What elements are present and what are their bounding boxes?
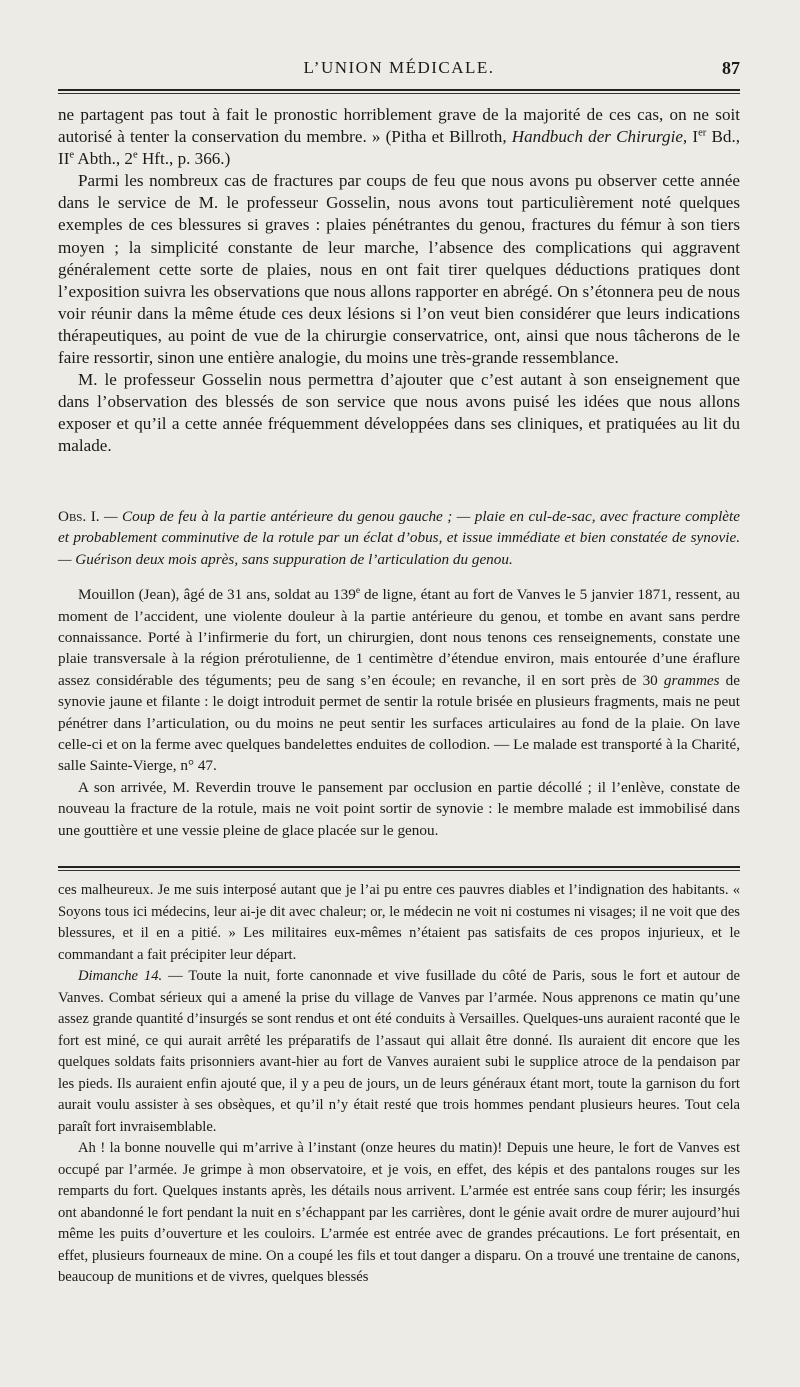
- book-title: Handbuch der Chirurgie,: [511, 127, 688, 147]
- feuilleton-date: Dimanche 14.: [78, 968, 163, 984]
- observation-section: [58, 506, 740, 841]
- observation-title: — Coup de feu à la partie antérieure du genou gauche ; — plaie en cul-de-sac, avec fracture complète et probablement comminutive de la rotule par un éclat d’obus, et issue immédiate et bien constatée de synovie. — Guérison deux mois après, sans suppuration de l’articulation du genou.: [58, 508, 740, 568]
- intro-paragraph-1: ne partagent pas tout à fait le pronostic horriblement grave de la majorité de ces cas, on ne soit autorisé à tenter la conservation du membre. » (Pitha et Billroth, Handbuch der Chirurgie, Ier Bd., IIe Abth., 2e Hft., p. 366.): [58, 105, 740, 169]
- observation-heading: [58, 506, 740, 570]
- article-intro: [58, 104, 740, 458]
- feuilleton-paragraph-1: ces malheureux. Je me suis interposé autant que je l’ai pu entre ces pauvres diables et l’indignation des habitants. « Soyons tous ici médecins, leur ai-je dit avec chaleur; or, le médecin ne voit ni costumes ni visages; il ne voit que des blessures, et il en a pitié. » Les militaires eux-mêmes n’étaient pas satisfaits de ces propos injurieux, et le commandant a fait précipiter leur départ.: [58, 882, 740, 963]
- page-header: [58, 58, 740, 84]
- header-rule: [58, 89, 740, 91]
- observation-paragraph-2: A son arrivée, M. Reverdin trouve le pansement par occlusion en partie décollé ; il l’enlève, constate de nouveau la fracture de la rotule, mais ne voit point sortir de synovie : le membre malade est immobilisé dans une gouttière et une vessie pleine de glace placée sur le genou.: [58, 778, 740, 839]
- feuilleton-paragraph-2: Dimanche 14. — Toute la nuit, forte canonnade et vive fusillade du côté de Paris, sous le fort et autour de Vanves. Combat sérieux qui a amené la prise du village de Vanves par l’armée. Nous apprenons ce matin qu’une assez grande quantité d’insurgés se sont rendus et ont été conduits à Versailles. Quelques-uns auraient raconté que le fort est miné, ce qui aurait arrêté les préparatifs de l’assaut qui allait être donné. Ils auraient dit encore que les quelques soldats faits prisonniers avant-hier au fort de Vanves auraient subi le supplice atroce de la pendaison par les pieds. Ils auraient enfin ajouté que, il y a peu de jours, un de leurs généraux étant mort, toute la garnison du fort aurait voulu assister à ses obsèques, et qu’il n’y était resté que trois hommes pendant plusieurs heures. Tout cela paraît fort invraisemblable.: [58, 968, 741, 1135]
- running-title: L’UNION MÉDICALE.: [303, 58, 495, 77]
- observation-paragraph-1: Mouillon (Jean), âgé de 31 ans, soldat au 139e de ligne, étant au fort de Vanves le 5 janvier 1871, ressent, au moment de l’accident, une violente douleur à la partie antérieure du genou, et tombe en avant sans perdre connaissance. Porté à l’infirmerie du fort, un chirurgien, dont nous tenons ces renseignements, constate une plaie transversale à la région prérotulienne, de 1 centimètre d’étendue environ, mais entourée d’une éraflure assez considérable des téguments; peu de sang s’en écoule; en revanche, il en sort près de 30 grammes de synovie jaune et filante : le doigt introduit permet de sentir la rotule brisée en plusieurs fragments, mais ne peut pénétrer dans l’articulation, ou du moins ne peut sentir les surfaces articulaires au fond de la plaie. On lave celle-ci et on la ferme avec quelques bandelettes enduites de collodion. — Le malade est transporté à la Charité, salle Sainte-Vierge, n° 47.: [58, 586, 740, 775]
- header-rule-thin: [58, 93, 740, 94]
- feuilleton-paragraph-3: Ah ! la bonne nouvelle qui m’arrive à l’instant (onze heures du matin)! Depuis une heure, le fort de Vanves est occupé par l’armée. Je grimpe à mon observatoire, et je vois, en effet, des képis et des pantalons rouges sur les remparts du fort. Quelques instants après, les détails nous arrivent. L’armée est entrée sans coup férir; les insurgés ont abandonné le fort pendant la nuit en s’échappant par les carrières, dont le génie avait ordre de murer aujourd’hui même les puits d’ouverture et les couloirs. L’armée est entrée avec de grandes précautions. Le fort présentait, en effet, plusieurs fourneaux de mine. On a coupé les fils et tout danger a disparu. On a trouvé une trentaine de canons, beaucoup de munitions et de vivres, quelques blessés: [58, 1140, 740, 1285]
- feuilleton-section: [58, 880, 740, 1289]
- intro-paragraph-3: M. le professeur Gosselin nous permettra d’ajouter que c’est autant à son enseignement que dans l’observation des blessés de son service que nous avons puisé les idées que nous allons exposer et qu’il a cette année fréquemment développées dans ses cliniques, et pratiquées au lit du malade.: [58, 370, 740, 456]
- intro-paragraph-2: Parmi les nombreux cas de fractures par coups de feu que nous avons pu observer cette année dans le service de M. le professeur Gosselin, nous avons tout particulièrement noté quelques exemples de ces blessures si graves : plaies pénétrantes du genou, fractures du fémur à son tiers moyen ; la simplicité constante de leur marche, l’absence des complications qui aggravent généralement cette sorte de plaies, nous en ont fait tirer quelques déductions pratiques dont l’exposition suivra les observations que nous allons rapporter en abrégé. On s’étonnera peu de nous voir réunir dans la même étude ces deux lésions si l’on veut bien considérer que leurs indications thérapeutiques, au point de vue de la chirurgie conservatrice, ont, ainsi que nous tâcherons de le faire ressortir, sinon une entière analogie, du moins une très-grande ressemblance.: [58, 171, 740, 368]
- feuilleton-rule: [58, 866, 740, 868]
- page-number: 87: [722, 58, 740, 78]
- feuilleton-rule-thin: [58, 870, 740, 871]
- observation-label: Obs. I.: [58, 508, 100, 525]
